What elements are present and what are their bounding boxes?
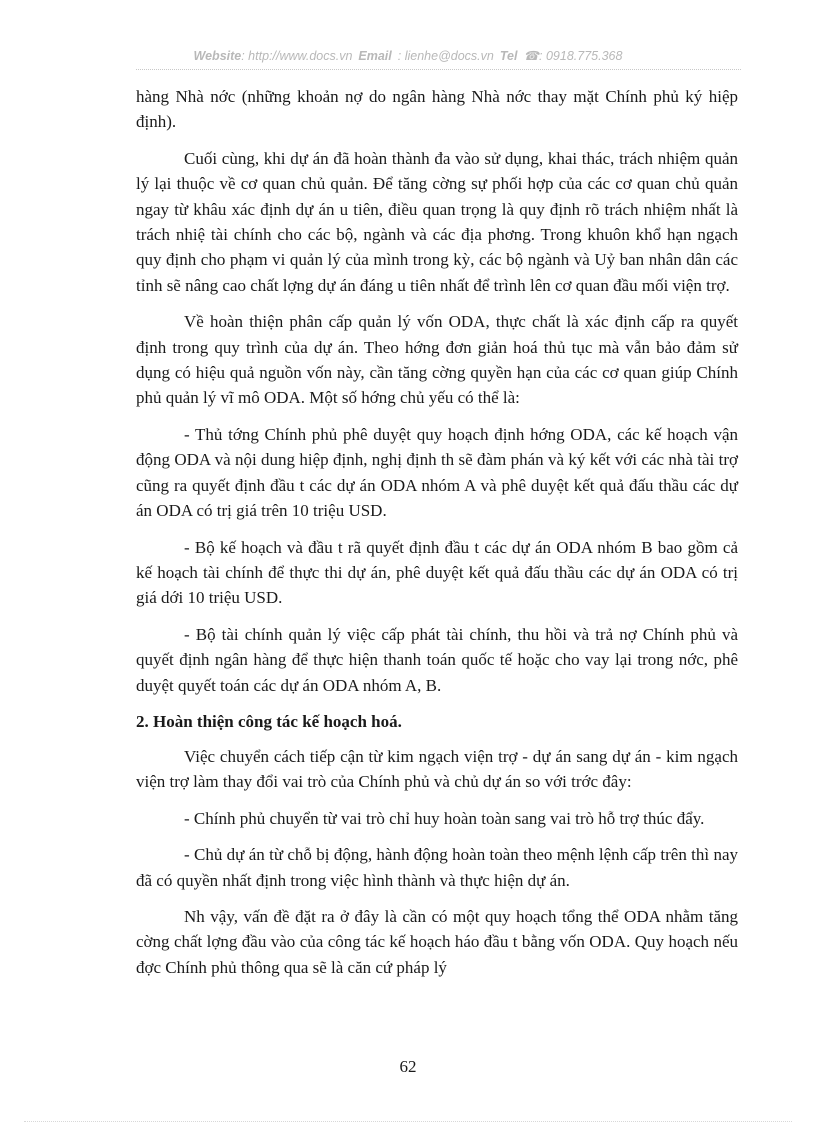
page-bottom-divider xyxy=(24,1121,792,1122)
website-url[interactable]: : http://www.docs.vn xyxy=(241,49,353,63)
page-number: 62 xyxy=(399,1057,417,1076)
paragraph: hàng Nhà nớc (những khoản nợ do ngân hàng Nhà nớc thay mặt Chính phủ ký hiệp định). xyxy=(136,87,738,132)
paragraph: Cuối cùng, khi dự án đã hoàn thành đa vào sử dụng, khai thác, trách nhiệm quản lý lại thuộc về cơ quan chủ quản. Để tăng cờng sự phối hợp của các cơ quan chủ quản ngay từ khâu xác định dự án u tiên, điều quan trọng là quy định rõ trách nhiệm nhất là trách nhiệ tài chính cho các bộ, ngành và các địa phơng. Trong khuôn khổ hạn ngạch quy định cho phạm vi quản lý của mình trong kỳ, các bộ ngành và Uỷ ban nhân dân các tỉnh sẽ nâng cao chất lợng dự án đáng u tiên nhất để trình lên cơ quan đầu mối viện trợ. xyxy=(136,148,738,295)
list-item: - Thủ tớng Chính phủ phê duyệt quy hoạch định hớng ODA, các kế hoạch vận động ODA và nội dung hiệp định, nghị định th sẽ đàm phán và ký kết với các nhà tài trợ cũng ra quyết định đầu t các dự án ODA nhóm A và phê duyệt kết quả đấu thầu các dự án ODA có trị giá trên 10 triệu USD. xyxy=(136,424,738,521)
paragraph: Nh vậy, vấn đề đặt ra ở đây là cần có một quy hoạch tổng thể ODA nhằm tăng cờng chất lợng đầu vào của công tác kế hoạch háo đầu t bằng vốn ODA. Quy hoạch nếu đợc Chính phủ thông qua sẽ là căn cứ pháp lý xyxy=(136,906,738,977)
email-label: Email xyxy=(358,49,392,63)
section-heading: 2. Hoàn thiện công tác kế hoạch hoá. xyxy=(136,711,402,731)
email-address[interactable]: : lienhe@docs.vn xyxy=(397,49,494,63)
tel-label: Tel xyxy=(499,49,518,63)
list-item: - Chủ dự án từ chỗ bị động, hành động hoàn toàn theo mệnh lệnh cấp trên thì nay đã có quyền nhất định trong việc hình thành và thực hiện dự án. xyxy=(136,845,738,890)
list-item: - Chính phủ chuyển từ vai trò chỉ huy hoàn toàn sang vai trò hỗ trợ thúc đẩy. xyxy=(184,808,705,828)
page-header xyxy=(0,48,816,63)
paragraph: Việc chuyển cách tiếp cận từ kim ngạch viện trợ - dự án sang dự án - kim ngạch viện trợ làm thay đổi vai trò của Chính phủ và chủ dự án so với trớc đây: xyxy=(136,746,738,792)
tel-number: : 0918.775.368 xyxy=(539,49,623,63)
paragraph: Về hoàn thiện phân cấp quản lý vốn ODA, thực chất là xác định cấp ra quyết định trong quy trình của dự án. Theo hớng đơn giản hoá thủ tục mà vẫn bảo đảm sử dụng có hiệu quả nguồn vốn này, cần tăng cờng quyền hạn của các cơ quan giúp Chính phủ quản lý vĩ mô ODA. Một số hớng chủ yếu có thể là: xyxy=(136,312,738,408)
list-item: - Bộ tài chính quản lý việc cấp phát tài chính, thu hồi và trả nợ Chính phủ và quyết định ngân hàng để thực hiện thanh toán quốc tế hoặc cho vay lại trong nớc, phê duyệt quyết toán các dự án ODA nhóm A, B. xyxy=(136,624,738,695)
header-divider xyxy=(136,69,741,70)
phone-icon: ☎ xyxy=(523,49,540,63)
website-label: Website xyxy=(193,49,242,63)
document-body xyxy=(136,84,738,991)
list-item: - Bộ kế hoạch và đầu t rã quyết định đầu t các dự án ODA nhóm B bao gồm cả kế hoạch tài chính để thực thi dự án, phê duyệt kết quả đấu thầu các dự án ODA có trị giá dới 10 triệu USD. xyxy=(136,537,738,608)
